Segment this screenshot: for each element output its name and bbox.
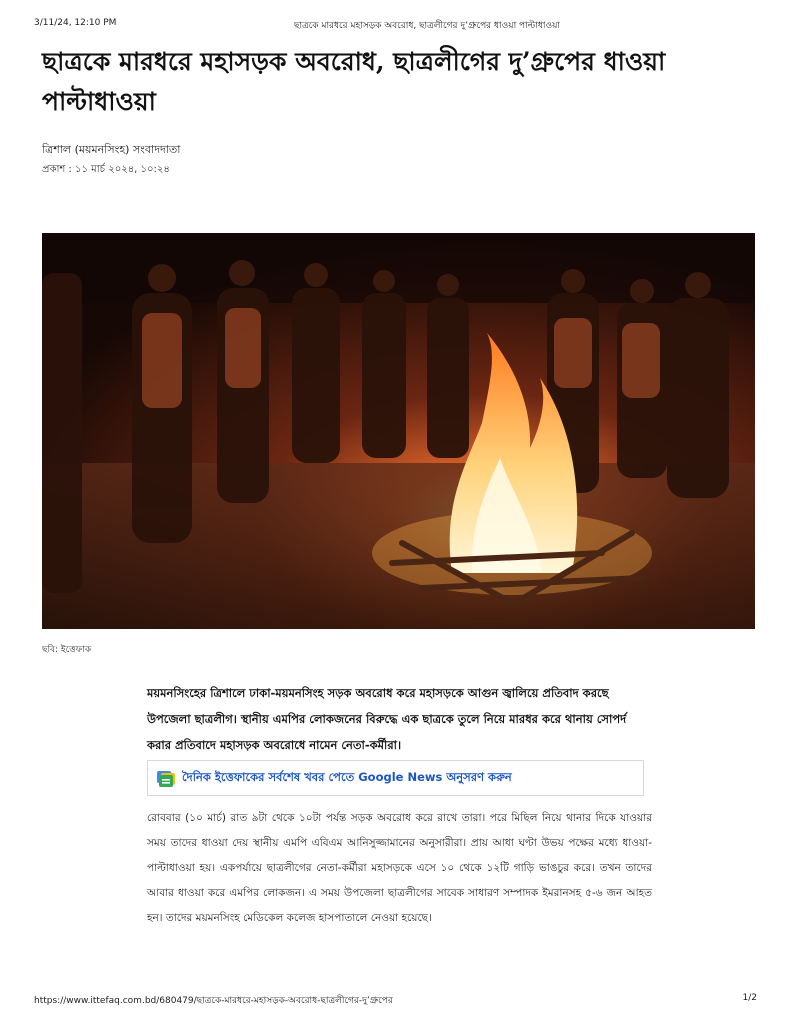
bonfire-protest-photo xyxy=(42,233,755,629)
article-published-date: প্রকাশ : ১১ মার্চ ২০২৪, ১০:২৪ xyxy=(42,164,170,175)
print-timestamp: 3/11/24, 12:10 PM xyxy=(34,18,117,28)
article-byline: ত্রিশাল (ময়মনসিংহ) সংবাদদাতা xyxy=(42,143,181,156)
google-news-icon xyxy=(156,768,176,788)
print-url: https://www.ittefaq.com.bd/680479/ছাত্রকে-মারধরে-মহাসড়ক-অবরোধ-ছাত্রলীগের-দু’গ্রুপের xyxy=(34,996,393,1006)
photo-caption: ছবি: ইত্তেফাক xyxy=(42,645,92,655)
article-headline: ছাত্রকে মারধরে মহাসড়ক অবরোধ, ছাত্রলীগের দু’গ্রুপের ধাওয়া পাল্টাধাওয়া xyxy=(42,47,666,116)
print-footer xyxy=(34,993,757,1007)
print-page-number: 1/2 xyxy=(742,993,757,1003)
article-lead: ময়মনসিংহের ত্রিশালে ঢাকা-ময়মনসিংহ সড়ক অবরোধ করে মহাসড়কে আগুন জ্বালিয়ে প্রতিবাদ করছে উপজেলা ছাত্রলীগ। স্থানীয় এমপির লোকজনের বিরুদ্ধে এক ছাত্রকে তুলে নিয়ে মারধর করে থানায় সোপর্দ করার প্রতিবাদে মহাসড়ক অবরোধে নামেন নেতা-কর্মীরা। xyxy=(147,686,627,752)
google-news-follow-link[interactable] xyxy=(147,760,644,796)
article-body-paragraph: রোববার (১০ মার্চ) রাত ৯টা থেকে ১০টা পর্যন্ত সড়ক অবরোধ করে রাখে তারা। পরে মিছিল নিয়ে থানার দিকে যাওয়ার সময় তাদের ধাওয়া দেয় স্থানীয় এমপি এবিএম আনিসুজ্জামানের অনুসারীরা। প্রায় আধা ঘণ্টা উভয় পক্ষের মধ্যে ধাওয়া-পাল্টাধাওয়া হয়। একপর্যায়ে ছাত্রলীগের নেতা-কর্মীরা মহাসড়কে এসে ১০ থেকে ১২টি গাড়ি ভাঙচুর করে। তখন তাদের আবার ধাওয়া করে এমপির লোকজন। এ সময় উপজেলা ছাত্রলীগের সাবেক সাধারণ সম্পাদক ইমরানসহ ৫-৬ জন আহত হন। তাদের ময়মনসিংহ মেডিকেল কলেজ হাসপাতালে নেওয়া হয়েছে। xyxy=(147,812,652,924)
print-header xyxy=(34,18,757,32)
google-news-cta-text: দৈনিক ইত্তেফাকের সর্বশেষ খবর পেতে Google News অনুসরণ করুন xyxy=(182,769,512,784)
print-page-title: ছাত্রকে মারধরে মহাসড়ক অবরোধ, ছাত্রলীগের দু’গ্রুপের ধাওয়া পাল্টাধাওয়া xyxy=(294,21,561,31)
article-photo xyxy=(42,233,755,629)
